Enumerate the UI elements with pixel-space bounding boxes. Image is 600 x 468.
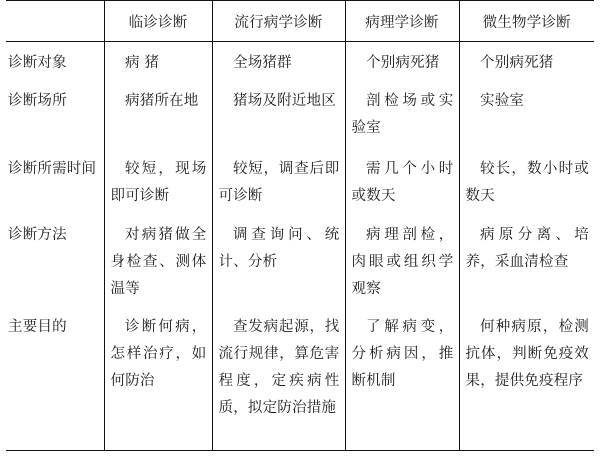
table-cell: 病原分离、培养，采血清检查 xyxy=(459,218,594,310)
table-row xyxy=(6,84,594,152)
header-corner xyxy=(6,1,104,42)
row-label-diagnosis-place: 诊断场所 xyxy=(8,93,67,109)
table-cell: 个别病死猪 xyxy=(459,42,594,85)
header-epidemiological-diagnosis: 流行病学诊断 xyxy=(212,1,345,42)
table-cell: 对病猪做全身检查、测体温等 xyxy=(104,218,212,310)
table-row xyxy=(6,152,594,218)
header-pathological-diagnosis: 病理学诊断 xyxy=(345,1,459,42)
row-label-main-purpose: 主要目的 xyxy=(8,319,67,335)
row-label-diagnosis-method: 诊断方法 xyxy=(8,227,67,243)
table-cell: 剖检场或实验室 xyxy=(345,84,459,152)
table-cell: 较短，调查后即可诊断 xyxy=(212,152,345,218)
table-cell: 了解病变，分析病因，推断机制 xyxy=(345,310,459,451)
table-cell: 猪场及附近地区 xyxy=(212,84,345,152)
table-cell: 全场猪群 xyxy=(212,42,345,85)
table-cell: 实验室 xyxy=(459,84,594,152)
table-cell: 病理剖检，肉眼或组织学观察 xyxy=(345,218,459,310)
table-header-row xyxy=(6,1,594,42)
table-cell: 诊断何病，怎样治疗，如何防治 xyxy=(104,310,212,451)
header-microbiological-diagnosis: 微生物学诊断 xyxy=(459,1,594,42)
table-cell: 个别病死猪 xyxy=(345,42,459,85)
table-row xyxy=(6,218,594,310)
table-cell: 何种病原，检测抗体，判断免疫效果，提供免疫程序 xyxy=(459,310,594,451)
table-cell: 需几个小时或数天 xyxy=(345,152,459,218)
row-label-diagnosis-object: 诊断对象 xyxy=(8,55,67,71)
table-cell: 病 猪 xyxy=(104,42,212,85)
diagnosis-comparison-table xyxy=(6,0,594,451)
table-cell: 较长，数小时或数天 xyxy=(459,152,594,218)
table-row xyxy=(6,42,594,85)
table-cell: 较短，现场即可诊断 xyxy=(104,152,212,218)
table-row xyxy=(6,310,594,451)
header-clinical-diagnosis: 临诊诊断 xyxy=(104,1,212,42)
table-cell: 调查询问、统计、分析 xyxy=(212,218,345,310)
table-cell: 病猪所在地 xyxy=(104,84,212,152)
row-label-diagnosis-time: 诊断所需时间 xyxy=(8,161,97,177)
table-cell: 查发病起源，找流行规律，算危害程度，定疾病性质，拟定防治措施 xyxy=(212,310,345,451)
